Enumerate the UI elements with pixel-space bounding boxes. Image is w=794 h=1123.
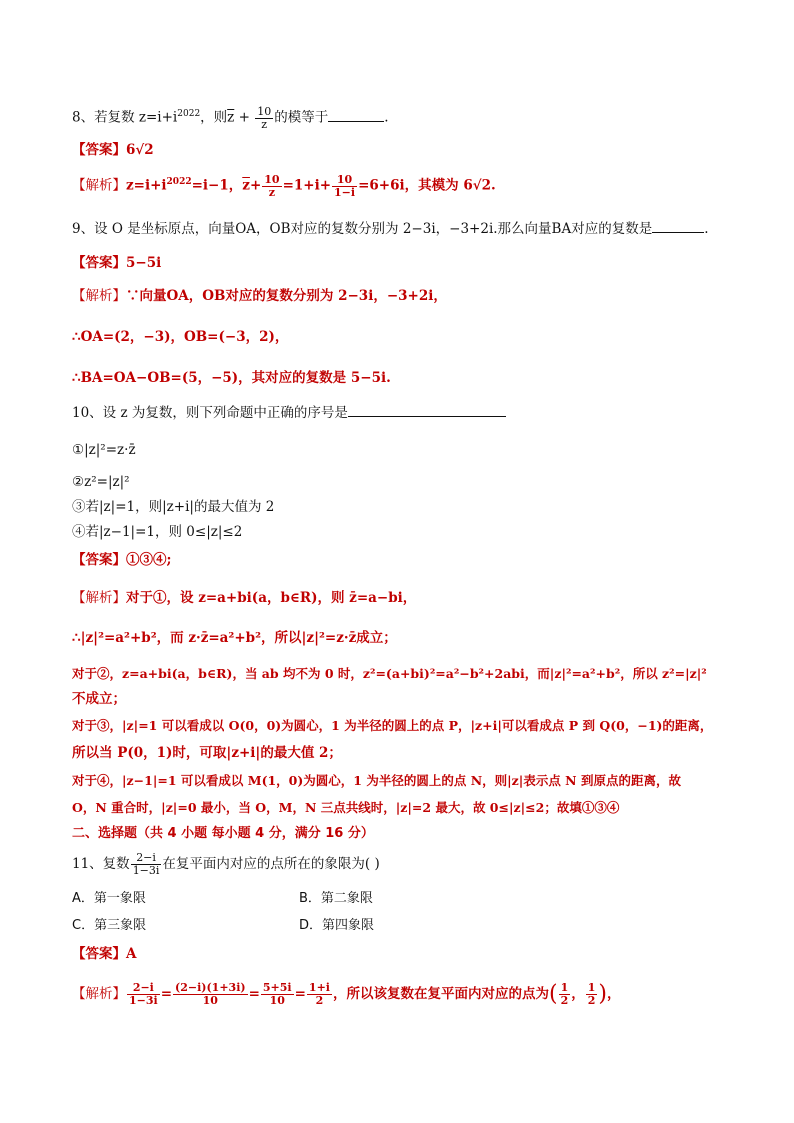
analysis-9-line-3: [72, 368, 391, 388]
q10-answer-blank: [348, 402, 506, 417]
j8-plus: +: [249, 177, 262, 194]
q11-pre: 11、复数: [72, 856, 130, 872]
j11-f1n: 2−i: [127, 982, 160, 995]
j9-l1: ∵向量OA，OB对应的复数分别为 2−3i，−3+2i，: [126, 288, 447, 304]
q10-option-2: [72, 472, 130, 492]
q8-stem-a: 8、若复数 z=i+i: [72, 109, 178, 126]
j10-l1: 对于①，设 z=a+bi(a，b∈R)，则 z̄=a−bi，: [126, 590, 417, 606]
j11-f3d: 10: [269, 994, 285, 1007]
q11-option-d: [299, 916, 374, 936]
j11-frac-3: [261, 982, 294, 1007]
j11-comma: ，: [571, 986, 585, 1002]
q8-stem-b: ，则: [200, 109, 228, 126]
j11-f3n: 5+5i: [262, 981, 292, 994]
analysis-tag: 【解析】: [72, 590, 126, 606]
q11-num: 2−i: [131, 852, 162, 865]
q8-zbar: $\overline{z}$: [227, 109, 235, 126]
analysis-10-line-5: [72, 716, 712, 736]
answer-9-text: 5−5i: [126, 255, 162, 271]
q10-o1: ①|z|²=z·z̄: [72, 442, 136, 458]
j9-l3: ∴BA=OA−OB=(5，−5)，其对应的复数是 5−5i.: [72, 370, 391, 386]
question-8: [72, 104, 389, 131]
j11-pd2: 2: [587, 994, 596, 1007]
j11-point-y: [586, 982, 598, 1007]
j8-f1-den: z: [268, 185, 276, 199]
q10-option-1: [72, 440, 136, 460]
analysis-10-line-6: [72, 743, 342, 763]
j10-l8: O，N 重合时，|z|=0 最小，当 O，M，N 三点共线时，|z|=2 最大，故 0≤|z|≤2；故填①③④: [72, 800, 620, 815]
j8-p2: =i−1，: [191, 177, 243, 194]
analysis-tag: 【解析】: [72, 986, 126, 1002]
question-9: [72, 218, 709, 239]
j11-point-x: [559, 982, 571, 1007]
question-10: [72, 402, 506, 423]
analysis-10-line-8: [72, 798, 619, 818]
j11-eq-1: =: [160, 986, 173, 1002]
j8-f2-den: 1−i: [334, 185, 356, 199]
j8-exp: 2022: [166, 177, 192, 187]
q10-o4: ④若|z−1|=1，则 0≤|z|≤2: [72, 524, 243, 540]
analysis-10-line-2: [72, 628, 397, 648]
j11-pn2: 1: [587, 981, 596, 994]
q10-option-3: [72, 497, 274, 517]
q10-o2: ②z²=|z|²: [72, 474, 130, 490]
j10-l7: 对于④，|z−1|=1 可以看成以 M(1，0)为圆心，1 为半径的圆上的点 N，则|z|表示点 N 到原点的距离，故: [72, 773, 681, 788]
j11-mid: ，所以该复数在复平面内对应的点为: [332, 986, 549, 1002]
q9-end: .: [704, 221, 709, 237]
q11-post: 在复平面内对应的点所在的象限为( ): [162, 856, 380, 872]
q9-text: 9、设 O 是坐标原点，向量OA，OB对应的复数分别为 2−3i，−3+2i.那么向量BA对应的复数是: [72, 221, 653, 237]
j8-frac-2: [332, 174, 357, 199]
j11-pn1: 1: [560, 981, 569, 994]
j10-l3: 对于②，z=a+bi(a，b∈R)，当 ab 均不为 0 时，z²=(a+bi)²=a²−b²+2abi，而|z|²=a²+b²，所以 z²=|z|²: [72, 666, 707, 681]
j11-f1d: 1−3i: [129, 994, 158, 1007]
analysis-10-line-3: [72, 664, 707, 684]
question-11: [72, 852, 380, 877]
q11-d: D．第四象限: [299, 918, 375, 933]
j11-frac-2: [173, 982, 248, 1007]
q11-a: A．第一象限: [72, 891, 146, 906]
q10-option-4: [72, 522, 242, 542]
answer-tag: 【答案】: [72, 255, 126, 271]
section-2-heading: [72, 824, 374, 844]
j10-l5: 对于③，|z|=1 可以看成以 O(0，0)为圆心，1 为半径的圆上的点 P，|z+i|可以看成点 P 到 Q(0，−1)的距离，: [72, 718, 713, 733]
answer-8: [72, 140, 154, 160]
answer-tag: 【答案】: [72, 142, 126, 158]
j8-frac-1: [262, 174, 281, 199]
j11-f2n: (2−i)(1+3i): [175, 981, 246, 994]
j8-zbar: $\overline{z}$: [242, 177, 250, 194]
j11-eq-2: =: [248, 986, 260, 1002]
analysis-11: [72, 982, 620, 1007]
q11-option-b: [299, 889, 373, 909]
q10-o3: ③若|z|=1，则|z+i|的最大值为 2: [72, 499, 275, 515]
j11-f2d: 10: [202, 994, 218, 1007]
answer-tag: 【答案】: [72, 552, 126, 568]
analysis-8: [72, 172, 496, 199]
analysis-10-line-1: [72, 588, 416, 608]
q8-stem-c: 的模等于: [274, 109, 329, 126]
j11-left-paren: (: [548, 981, 558, 1007]
q8-frac-den: z: [261, 117, 268, 131]
j8-p3: =1+i+: [282, 177, 332, 194]
analysis-tag: 【解析】: [72, 177, 126, 194]
q8-exponent: 2022: [177, 109, 201, 119]
q8-answer-blank: [328, 107, 384, 122]
q11-option-c: [72, 916, 146, 936]
j11-pd1: 2: [560, 994, 569, 1007]
j11-frac-4: [307, 982, 332, 1007]
analysis-9-line-1: [72, 286, 447, 306]
q11-b: B．第二象限: [299, 891, 373, 906]
q8-frac-num: 10: [257, 104, 272, 118]
j11-f4d: 2: [315, 994, 324, 1007]
q11-option-a: [72, 889, 146, 909]
q8-fraction: [255, 106, 273, 131]
j11-frac-1: [127, 982, 160, 1007]
answer-10-text: ①③④;: [126, 552, 172, 568]
q8-plus: +: [234, 109, 255, 126]
j11-f4n: 1+i: [308, 981, 330, 994]
j8-p4: =6+6i，其模为 6√2.: [358, 177, 496, 194]
j11-eq-3: =: [294, 986, 306, 1002]
j10-l6: 所以当 P(0，1)时，可取|z+i|的最大值 2；: [72, 745, 342, 761]
section-2-text: 二、选择题（共 4 小题 每小题 4 分，满分 16 分）: [72, 826, 374, 841]
j11-end: ，: [606, 986, 621, 1002]
j11-right-paren: ): [598, 981, 607, 1007]
answer-11-text: A: [126, 946, 137, 962]
q11-den: 1−3i: [132, 864, 160, 877]
answer-10: [72, 550, 171, 570]
analysis-9-line-2: [72, 327, 288, 347]
q11-fraction: [131, 852, 162, 877]
q11-c: C．第三象限: [72, 918, 147, 933]
j10-l2: ∴|z|²=a²+b²，而 z·z̄=a²+b²，所以|z|²=z·z̄成立；: [72, 630, 397, 646]
q10-text: 10、设 z 为复数，则下列命题中正确的序号是: [72, 405, 348, 421]
answer-11: [72, 944, 136, 964]
analysis-10-line-7: [72, 771, 681, 791]
answer-tag: 【答案】: [72, 946, 126, 962]
analysis-10-line-4: [72, 689, 126, 709]
q8-stem-end: .: [384, 109, 389, 126]
j8-f1-num: 10: [264, 172, 280, 186]
answer-8-text: 6√2: [126, 142, 154, 158]
j8-f2-num: 10: [332, 174, 357, 187]
j10-l4: 不成立；: [72, 691, 126, 707]
j8-p1: z=i+i: [126, 177, 167, 194]
answer-9: [72, 253, 161, 273]
q9-answer-blank: [652, 218, 704, 233]
j9-l2: ∴OA=(2，−3)，OB=(−3，2)，: [72, 329, 289, 345]
analysis-tag: 【解析】: [72, 288, 126, 304]
